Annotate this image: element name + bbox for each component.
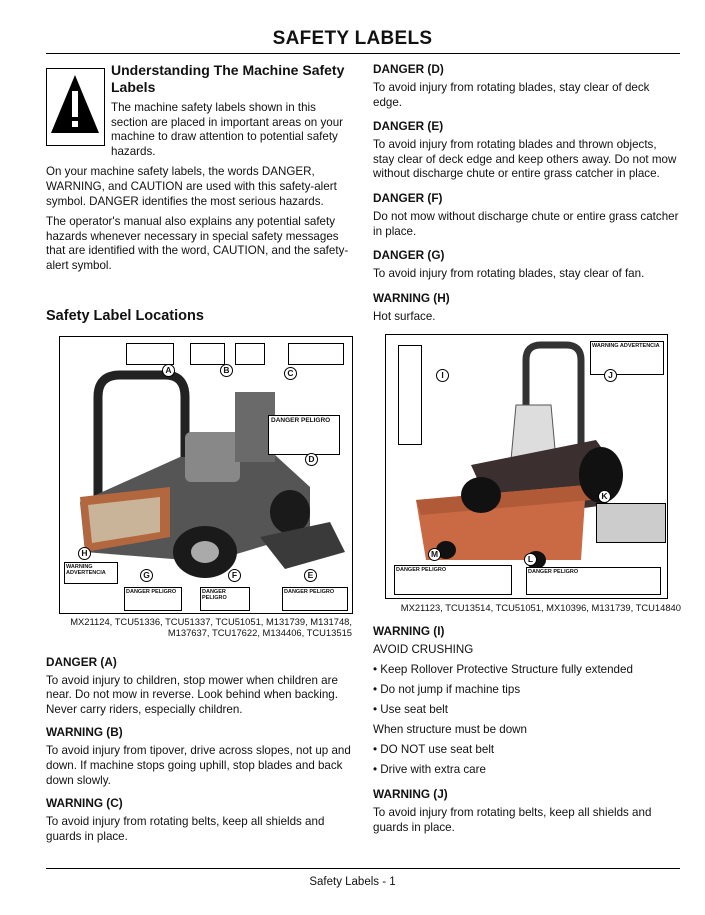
decal-g-text: DANGER PELIGRO: [126, 588, 177, 595]
decal-m-text: DANGER PELIGRO: [396, 567, 447, 574]
intro-paragraph: The machine safety labels shown in this section are placed in important areas on your machine to draw attention to potential safety hazards.: [111, 101, 344, 158]
figure2-caption: MX21123, TCU13514, TCU51051, MX10396, M131739, TCU14840: [400, 602, 681, 614]
label-heading: WARNING (C): [46, 796, 123, 811]
callout-i: I: [436, 369, 449, 382]
decal-h-text: WARNING ADVERTENCIA: [66, 563, 106, 576]
intro-paragraph: On your machine safety labels, the words DANGER, WARNING, and CAUTION are used with this safety-alert symbol. DANGER identifies the most serious hazards.: [46, 165, 337, 208]
decal-m: [394, 565, 512, 595]
decal-c-small: [235, 343, 265, 365]
bottom-rule: [46, 868, 680, 869]
decal-e-text: DANGER PELIGRO: [284, 588, 335, 595]
decal-l: [526, 567, 661, 595]
bullet-item: • DO NOT use seat belt: [373, 743, 495, 757]
warning-i-line: AVOID CRUSHING: [373, 642, 474, 656]
decal-g: [124, 587, 182, 611]
callout-a: A: [162, 364, 175, 377]
callout-j: J: [604, 369, 617, 382]
decal-a: [126, 343, 174, 365]
decal-i: [398, 345, 422, 445]
top-rule: [46, 53, 680, 54]
label-heading: WARNING (I): [373, 623, 445, 638]
decal-e: [282, 587, 348, 611]
bullet-item: • Do not jump if machine tips: [373, 683, 521, 697]
locations-heading: Safety Label Locations: [46, 307, 204, 324]
label-text: To avoid injury from rotating belts, keep all shields and guards in place.: [373, 806, 652, 834]
label-text: Hot surface.: [373, 309, 436, 323]
label-heading: WARNING (J): [373, 787, 448, 801]
label-text: To avoid injury from rotating belts, keep all shields and guards in place.: [46, 815, 325, 843]
callout-g: G: [140, 569, 153, 582]
label-heading: DANGER (D): [373, 62, 444, 76]
page-title: SAFETY LABELS: [272, 28, 433, 49]
figure-mower-side: [385, 334, 668, 599]
decal-d: [268, 415, 340, 455]
decal-f: [200, 587, 250, 611]
figure-mower-front: [59, 336, 353, 614]
intro-heading: Understanding The Machine Safety Labels: [111, 62, 345, 95]
decal-c: [288, 343, 344, 365]
bullet-item: • Drive with extra care: [373, 763, 486, 777]
safety-alert-icon: [46, 68, 105, 146]
right-column: [373, 62, 681, 841]
callout-e: E: [304, 569, 317, 582]
decal-k: [596, 503, 666, 543]
decal-h: [64, 562, 118, 584]
callout-b: B: [220, 364, 233, 377]
decal-j-text: WARNING ADVERTENCIA: [592, 343, 660, 350]
bullet-item: • Use seat belt: [373, 703, 448, 717]
callout-l: L: [524, 553, 537, 566]
label-text: To avoid injury to children, stop mower when children are near. Do not mow in reverse. Look behind when backing. Never carry riders, especially children.: [46, 673, 338, 716]
label-heading: DANGER (A): [46, 654, 117, 669]
label-text: Do not mow without discharge chute or entire grass catcher in place.: [373, 209, 679, 238]
warning-i-line: When structure must be down: [373, 723, 528, 737]
intro-section: [46, 62, 352, 274]
label-heading: DANGER (G): [373, 248, 445, 263]
label-text: To avoid injury from tipover, drive across slopes, not up and down. If machine stops going uphill, stop blades and back down slowly.: [46, 744, 351, 787]
label-heading: WARNING (H): [373, 290, 450, 305]
label-heading: DANGER (F): [373, 190, 443, 205]
intro-paragraph: The operator's manual also explains any potential safety hazards whenever necessary in special safety messages that are identified with the word, CAUTION, and the safety-alert symbol.: [46, 215, 349, 272]
label-heading: WARNING (B): [46, 725, 123, 740]
decal-f-text: DANGER PELIGRO: [202, 588, 227, 601]
label-heading: DANGER (E): [373, 119, 444, 134]
label-text: To avoid injury from rotating blades, stay clear of fan.: [373, 267, 645, 281]
label-text: To avoid injury from rotating blades, stay clear of deck edge.: [373, 81, 650, 109]
callout-h: H: [78, 547, 91, 560]
decal-j: [590, 341, 664, 375]
callout-c: C: [284, 367, 297, 380]
callout-k: K: [598, 490, 611, 503]
callout-f: F: [228, 569, 241, 582]
page-footer: Safety Labels - 1: [309, 876, 396, 888]
decal-b: [190, 343, 225, 365]
figure1-caption: MX21124, TCU51336, TCU51337, TCU51051, M131739, M131748, M137637, TCU17622, M134406, TCU13515: [70, 615, 352, 639]
left-column: [46, 62, 352, 850]
bullet-item: • Keep Rollover Protective Structure fully extended: [373, 662, 633, 676]
decal-l-text: DANGER PELIGRO: [528, 569, 579, 576]
label-text: To avoid injury from rotating blades and thrown objects, stay clear of deck edge and keep others away. Do not mow without discharge chute or entire grass catcher in place.: [373, 138, 677, 181]
callout-d: D: [305, 453, 318, 466]
decal-d-text: DANGER PELIGRO: [271, 416, 331, 424]
callout-m: M: [428, 548, 441, 561]
